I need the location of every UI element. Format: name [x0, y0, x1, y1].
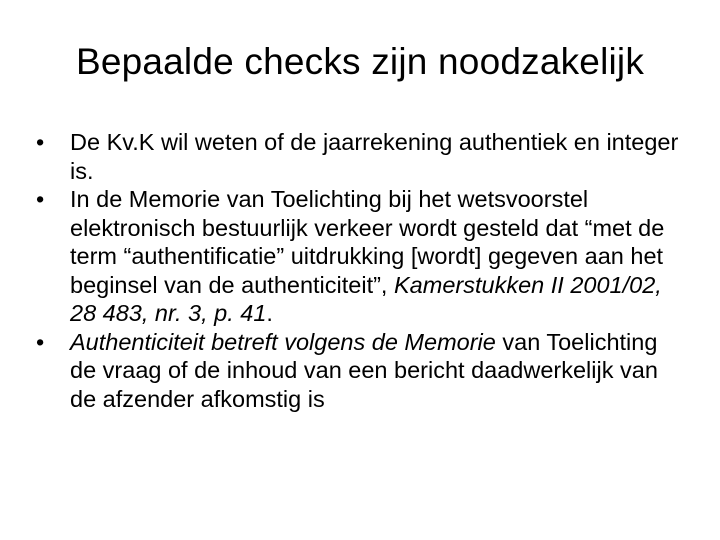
citation-reference: Kamerstukken II 2001/02, 28 483, nr. 3, p. 41 — [70, 271, 662, 326]
bullet-icon: • — [36, 129, 45, 155]
bullet-icon: • — [36, 186, 45, 212]
bullet-text: In de Memorie van Toelichting bij het wetsvoorstel elektronisch bestuurlijk verkeer wordt gesteld dat “met de term “authentificatie” uitdrukking [wordt] gegeven aan het beginsel van de authenticiteit”, — [70, 186, 665, 298]
bullet-list — [36, 128, 686, 413]
bullet-item-authenticiteit — [36, 328, 686, 414]
bullet-text-end: . — [266, 300, 273, 326]
bullet-text: De Kv.K wil weten of de jaarrekening authentiek en integer is. — [70, 129, 679, 184]
bullet-item-kvk — [36, 128, 686, 185]
bullet-text: van Toelichting de vraag of de inhoud van een bericht daadwerkelijk van de afzender afkomstig is — [70, 328, 658, 412]
bullet-text-italic: Authenticiteit betreft volgens de Memorie — [70, 328, 496, 355]
slide-title: Bepaalde checks zijn noodzakelijk — [75, 41, 645, 82]
bullet-icon: • — [36, 328, 45, 355]
bullet-item-memorie — [36, 185, 686, 328]
